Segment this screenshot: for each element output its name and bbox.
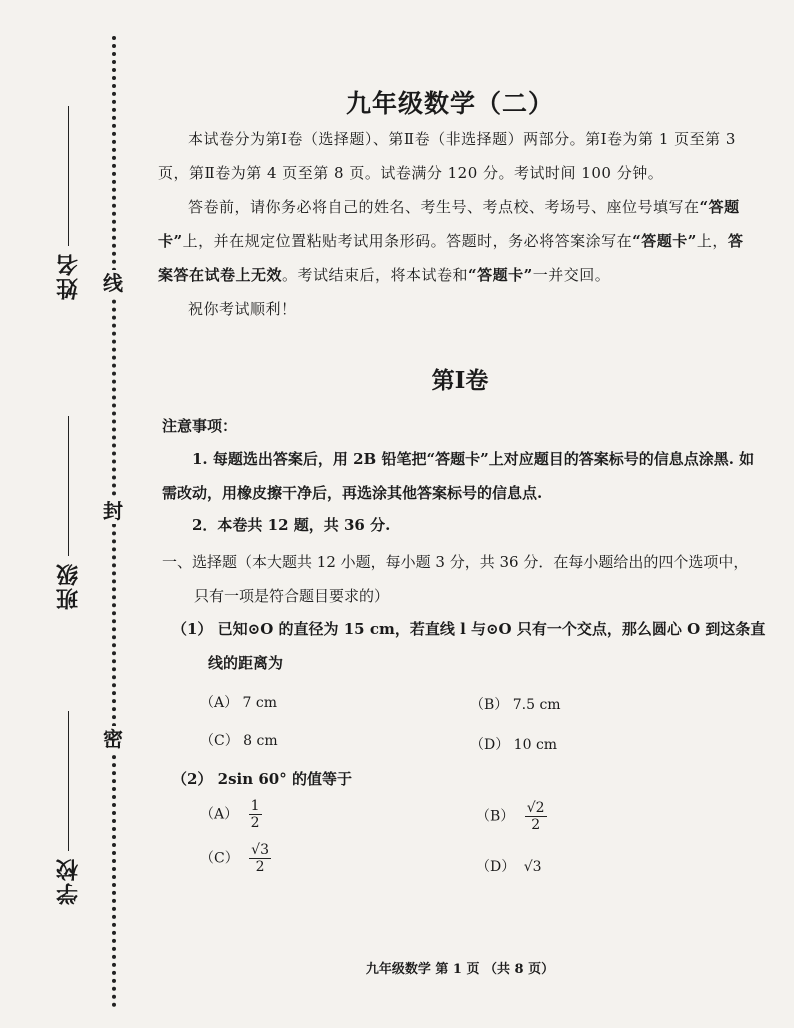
question-1-stem: （1） 已知⊙O 的直径为 15 cm，若直线 l 与⊙O 只有一个交点，那么圆心 O 到这条直线的距离为 <box>172 620 766 672</box>
part-heading-text: 一、选择题（本大题共 12 小题，每小题 3 分，共 36 分．在每小题给出的四个选项中，只有一项是符合题目要求的） <box>162 553 749 605</box>
q2-option-b-fraction <box>525 800 547 833</box>
q1-option-b[interactable]: （B） 7.5 cm <box>470 697 561 713</box>
q2-option-a[interactable] <box>200 798 262 831</box>
q2-option-b[interactable] <box>476 800 547 833</box>
exam-title: 九年级数学（二） <box>345 89 554 118</box>
q2-a-denominator: 2 <box>250 815 260 831</box>
page-footer: 九年级数学 第 1 页 （共 8 页） <box>365 962 555 977</box>
school-blank-line <box>67 711 70 851</box>
intro-paragraph-2: 答卷前，请你务必将自己的姓名、考生号、考点校、考场号、座位号填写在“答题卡”上，并在规定位置粘贴考试用条形码。答题时，务必将答案涂写在“答题卡”上，答案答在试卷上无效。考试结束后，将本试卷和“答题卡”一并交回。 <box>158 198 744 284</box>
class-blank-line <box>67 416 70 556</box>
note-1: 1. 每题选出答案后，用 2B 铅笔把“答题卡”上对应题目的答案标号的信息点涂黑. 如需改动，用橡皮擦干净后，再选涂其他答案标号的信息点. <box>162 450 755 502</box>
section-title: 第Ⅰ卷 <box>431 367 489 394</box>
question-2-stem: （2） 2sin 60° 的值等于 <box>172 770 352 788</box>
note-2: 2．本卷共 12 题，共 36 分. <box>192 516 391 534</box>
q2-option-c-fraction <box>249 842 271 875</box>
q2-b-denominator: 2 <box>531 817 541 833</box>
part-heading <box>162 545 762 613</box>
q2-option-a-label: （A） <box>200 806 239 823</box>
name-field[interactable] <box>56 100 80 300</box>
name-label: 姓名 <box>55 252 82 300</box>
notes-heading: 注意事项： <box>162 417 238 435</box>
q1-option-c[interactable]: （C） 8 cm <box>200 733 278 749</box>
name-blank-line <box>67 106 70 246</box>
q2-option-c[interactable] <box>200 842 271 875</box>
q2-option-b-label: （B） <box>476 808 515 825</box>
q2-a-numerator: 1 <box>250 798 260 814</box>
class-field[interactable] <box>56 410 80 610</box>
binding-seal-char: 封 <box>100 498 126 524</box>
intro-paragraph-1: 本试卷分为第Ⅰ卷（选择题）、第Ⅱ卷（非选择题）两部分。第Ⅰ卷为第 1 页至第 3 页，第Ⅱ卷为第 4 页至第 8 页。试卷满分 120 分。考试时间 100 分钟。 <box>158 130 736 182</box>
binding-line-char: 线 <box>100 270 126 296</box>
q2-option-d-label: （D） <box>476 859 516 875</box>
q2-option-c-label: （C） <box>200 850 239 867</box>
school-field[interactable] <box>56 705 80 905</box>
q2-option-d[interactable] <box>476 856 542 876</box>
q2-c-numerator: √3 <box>251 842 269 858</box>
q2-d-value: √3 <box>523 859 542 875</box>
intro-block <box>158 122 758 326</box>
q2-c-denominator: 2 <box>255 859 265 875</box>
binding-secret-char: 密 <box>100 726 126 752</box>
q1-option-a[interactable]: （A） 7 cm <box>200 695 278 711</box>
intro-paragraph-3: 祝你考试顺利！ <box>188 300 297 318</box>
class-label: 班级 <box>55 562 82 610</box>
school-label: 学校 <box>55 857 82 905</box>
q2-b-numerator: √2 <box>526 800 545 816</box>
q1-option-d[interactable]: （D） 10 cm <box>470 737 558 753</box>
q2-option-a-fraction <box>249 798 262 831</box>
